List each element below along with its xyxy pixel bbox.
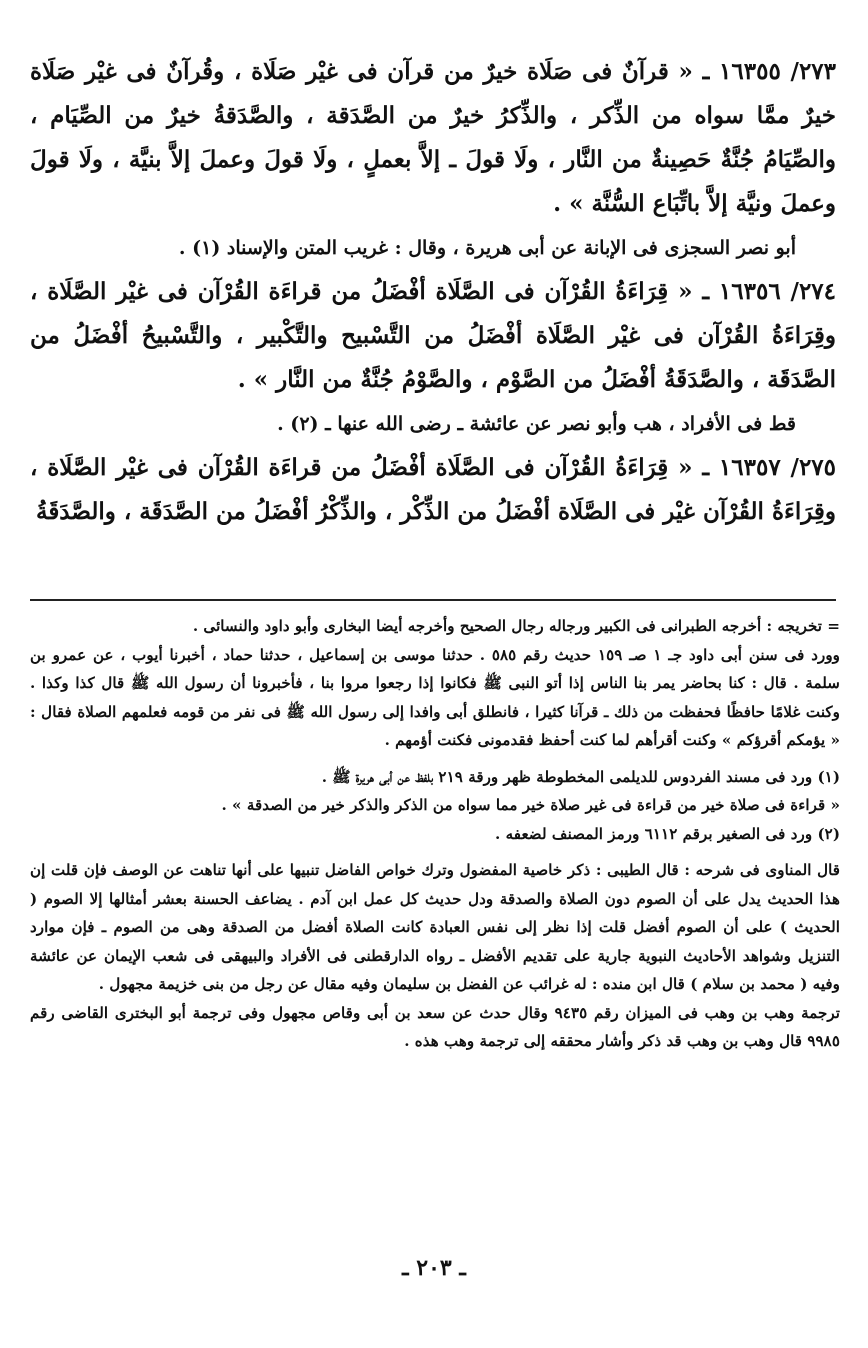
source-note-274: قط فى الأفراد ، هب وأبو نصر عن عائشة ـ رضى الله عنها ـ (٢) .	[277, 413, 796, 435]
footnote-abu-dawud: وورد فى سنن أبى داود جـ ١ صـ ١٥٩ حديث رقم ٥٨٥ . حدثنا موسى بن إسماعيل ، حدثنا حماد ، أخبرنا أيوب ، عن عمرو بن سلمة . قال : كنا بحاضر يمر بنا الناس إذا أتو النبى ﷺ فكانوا إذا رجعوا مروا بنا ، فأخبرونا أن رسول الله ﷺ قال كذا وكذا . وكنت غلامًا حافظًا فحفظت من ذلك ـ قرآنا كثيرا ، فانطلق أبى وافدا إلى رسول الله ﷺ فى نفر من قومه فعلمهم الصلاة فقال : « يؤمكم أقرؤكم » وكنت أقرأهم لما كنت أحفظ فقدمونى فكنت أؤمهم .	[30, 645, 840, 749]
hadith-273: ٢٧٣/ ١٦٣٥٥ ـ « قرآنٌ فى صَلَاة خيرٌ من قرآن فى غيْر صَلَاة ، وقُرآنٌ فى غيْر صَلَاة خيرٌ ممَّا سواه من الذِّكر ، والذِّكرُ خيرٌ من الصَّدَقة ، والصَّدَقةُ خيرٌ من الصِّيَام ، والصِّيَامُ جُنَّةٌ حَصِينةٌ من النَّار ، ولَا قولَ ـ إلاَّ بعملٍ ، ولَا قولَ وعملَ إلاَّ بنيَّة ، ولَا قولَ وعملَ ونيَّة إلاَّ باتِّبَاع السُّنَّة » .	[30, 58, 836, 217]
footnote-1-text: « قراءة فى صلاة خير من قراءة فى غير صلاة خير مما سواه من الذكر والذكر خير من الصدقة » .	[221, 796, 840, 814]
footnote-munawi: قال المناوى فى شرحه : قال الطيبى : ذكر خاصية المفضول وترك خواص الفاضل تنبيها على أنها تناهت عن الوصف فإن قلت إن هذا الحديث يدل على أن الصوم دون الصلاة والصدقة ودل حديث كل عمل ابن آدم . يضاعف الحسنة بعشر أمثالها إلا الصوم ( الحديث ) على أن الصوم أفضل قلت إذا نظر إلى نفس العبادة كانت الصلاة أفضل من الصدقة وهى من الصوم ـ فإن موارد التنزيل وشواهد الأحاديث النبوية جارية على تقديم الأفضل ـ رواه الدارقطنى فى الأفراد والبيهقى فى شعب الإيمان عن عائشة وفيه ( محمد بن سلام ) قال ابن منده : له غرائب عن الفضل بن سليمان وفيه مقال عن رجل من بنى خزيمة مجهول .	[30, 861, 840, 993]
footnotes	[30, 612, 840, 1056]
page-number: ـ ٢٠٣ ـ	[402, 1255, 466, 1281]
main-text	[30, 50, 836, 534]
footnote-1: (١) ورد فى مسند الفردوس للديلمى المخطوطة ظهر ورقة ٢١٩ بلفظ عن أبى هريرة ﷺ .	[321, 767, 840, 786]
hadith-275: ٢٧٥/ ١٦٣٥٧ ـ « قِرَاءَةُ القُرْآن فى الصَّلَاة أفْضَلُ من قراءَة القُرْآن فى غيْر الصَّلَاة ، وقِرَاءَةُ القُرْآن غيْر فى الصَّلَاة أفْضَلُ من الذِّكْر ، والذِّكْرُ أفْضَلُ من الصَّدَقَة ، والصَّدَقَةُ	[30, 454, 837, 525]
hadith-274: ٢٧٤/ ١٦٣٥٦ ـ « قِرَاءَةُ القُرْآن فى الصَّلَاة أفْضَلُ من قراءَة القُرْآن فى غيْر الصَّلَاة ، وقِرَاءَةُ القُرْآن فى غيْر الصَّلَاة أفْضَلُ من التَّسْبيح والتَّكْبير ، والتَّسْبيحُ أفْضَلُ من الصَّدَقَة ، والصَّدَقَةُ أفْضَلُ من الصَّوْم ، والصَّوْمُ جُنَّةٌ من النَّار » .	[30, 278, 837, 393]
footnote-takhrij: = تخريجه : أخرجه الطبرانى فى الكبير ورجاله رجال الصحيح وأخرجه أيضا البخارى وأبو داود والنسائى .	[192, 617, 840, 635]
source-note-273: أبو نصر السجزى فى الإبانة عن أبى هريرة ، وقال : غريب المتن والإسناد (١) .	[178, 237, 796, 259]
footnote-2: (٢) ورد فى الصغير برقم ٦١١٢ ورمز المصنف لضعفه .	[495, 824, 840, 843]
footnote-mizan: ترجمة وهب بن وهب فى الميزان رقم ٩٤٣٥ وقال حدث عن سعد بن أبى وقاص مجهول وفى ترجمة أبو البخترى القاضى رقم ٩٩٨٥ قال وهب بن وهب قد ذكر وأشار محققه إلى ترجمة وهب هذه .	[30, 1003, 840, 1050]
footnote-divider	[30, 599, 836, 601]
